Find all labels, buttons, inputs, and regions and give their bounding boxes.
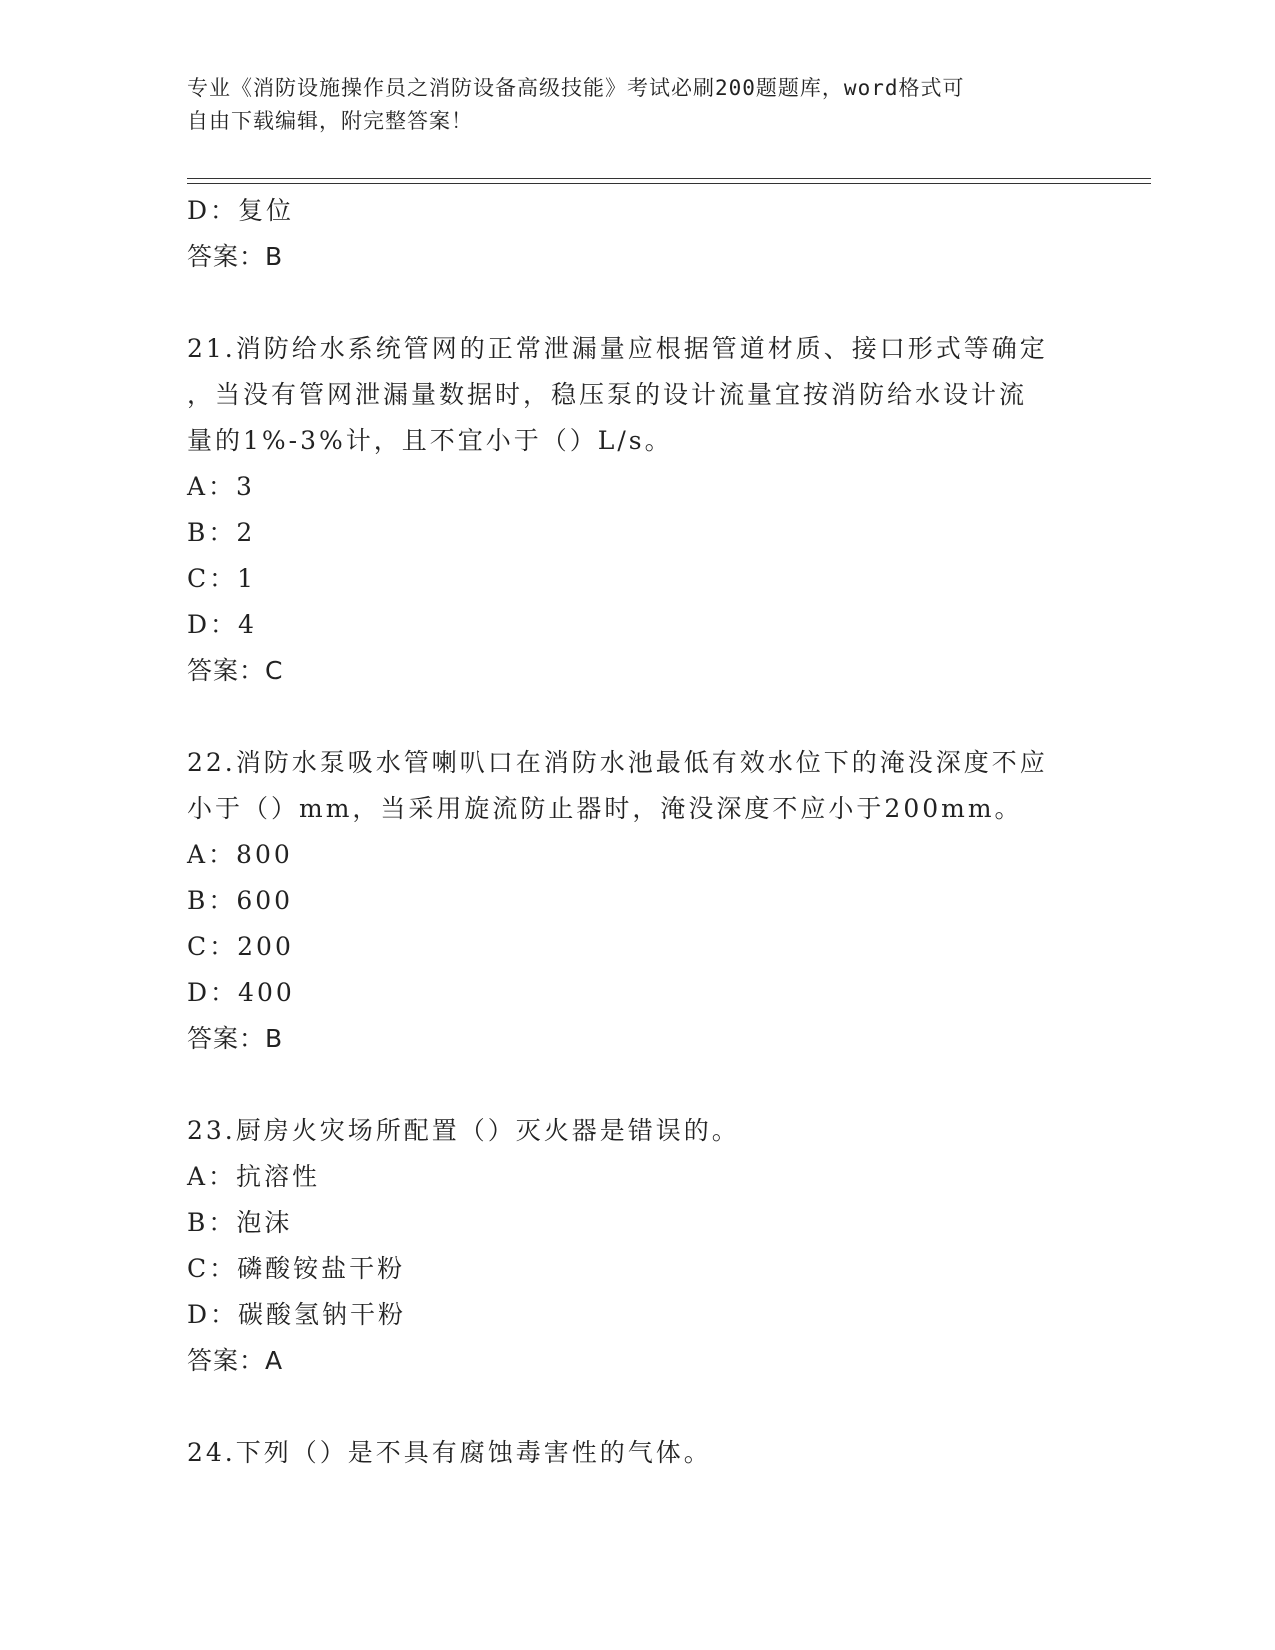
option-d: D：4	[187, 610, 257, 639]
question-23	[187, 1108, 1087, 1384]
spacer	[187, 1062, 1087, 1108]
spacer	[187, 694, 1087, 740]
question-text-line: 量的1%-3%计，且不宜小于（）L/s。	[187, 426, 673, 455]
question-text-line: 小于（）mm，当采用旋流防止器时，淹没深度不应小于200mm。	[187, 794, 1023, 823]
option-a: A：抗溶性	[187, 1162, 321, 1191]
question-text-line: 22.消防水泵吸水管喇叭口在消防水池最低有效水位下的淹没深度不应	[187, 748, 1048, 777]
prev-answer: 答案：B	[187, 242, 284, 271]
question-22	[187, 740, 1087, 1062]
question-text-line: ，当没有管网泄漏量数据时，稳压泵的设计流量宜按消防给水设计流	[187, 380, 1028, 409]
option-b: B：泡沫	[187, 1208, 293, 1237]
question-text-line: 24.下列（）是不具有腐蚀毒害性的气体。	[187, 1438, 712, 1467]
question-text-line: 21.消防给水系统管网的正常泄漏量应根据管道材质、接口形式等确定	[187, 334, 1048, 363]
option-a: A：800	[187, 840, 293, 869]
prev-option-d: D：复位	[187, 196, 295, 225]
header-rule-bottom	[187, 183, 1151, 184]
option-d: D：400	[187, 978, 295, 1007]
option-c: C：200	[187, 932, 294, 961]
option-d: D：碳酸氢钠干粉	[187, 1300, 407, 1329]
option-a: A：3	[187, 472, 255, 501]
option-b: B：2	[187, 518, 256, 547]
header-line-2: 自由下载编辑，附完整答案！	[187, 109, 473, 133]
header-rule-top	[187, 178, 1151, 179]
option-c: C：1	[187, 564, 257, 593]
spacer	[187, 280, 1087, 326]
answer: 答案：B	[187, 1024, 284, 1053]
question-text-line: 23.厨房火灾场所配置（）灭火器是错误的。	[187, 1116, 740, 1145]
question-24	[187, 1430, 1087, 1476]
document-header	[187, 72, 1067, 138]
option-b: B：600	[187, 886, 294, 915]
answer: 答案：A	[187, 1346, 284, 1375]
answer: 答案：C	[187, 656, 284, 685]
header-line-1: 专业《消防设施操作员之消防设备高级技能》考试必刷200题题库，word格式可	[187, 76, 965, 100]
spacer	[187, 1384, 1087, 1430]
question-content	[187, 188, 1087, 1476]
question-21	[187, 326, 1087, 694]
option-c: C：磷酸铵盐干粉	[187, 1254, 406, 1283]
